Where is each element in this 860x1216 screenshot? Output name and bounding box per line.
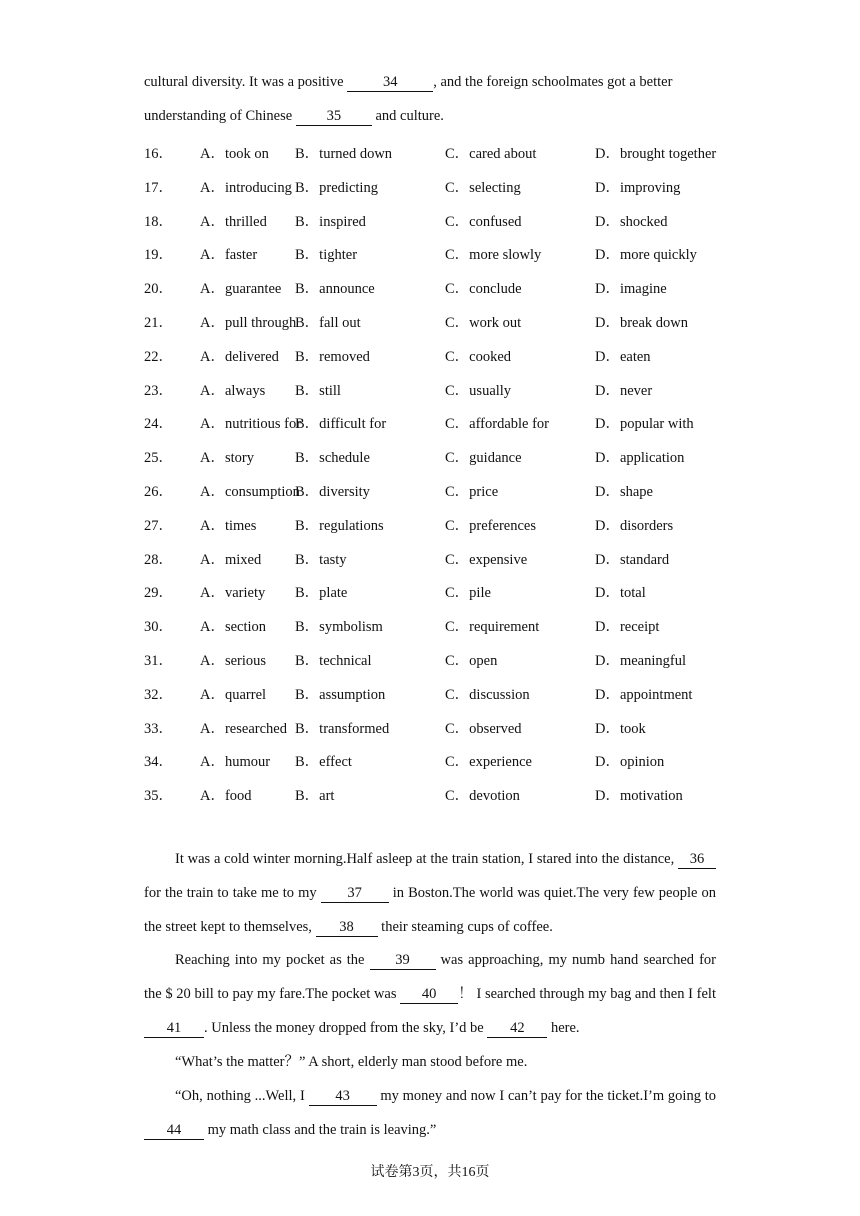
option-d: D．imagine <box>595 281 667 298</box>
passage-text: in Boston.The world was quiet.The very few people on the street kept to themselves, <box>144 884 716 935</box>
option-c: C．confused <box>445 213 522 230</box>
option-a: A．took on <box>200 146 269 162</box>
question-row <box>144 379 724 399</box>
option-d: D．standard <box>595 551 670 568</box>
blank-37: 37 <box>321 885 389 903</box>
question-number: 23． <box>144 382 173 399</box>
blank-44: 44 <box>144 1122 204 1140</box>
passage-2-paragraph-3 <box>144 1046 716 1080</box>
question-row <box>144 311 724 331</box>
passage-2-paragraph-1 <box>144 843 716 944</box>
option-a: A．introducing <box>200 179 292 196</box>
passage-text: . Unless the money dropped from the sky, I’d be <box>204 1019 488 1036</box>
question-number: 28． <box>144 551 173 568</box>
passage-text: “Oh, nothing ...Well, I <box>175 1088 309 1104</box>
option-d: D．took <box>595 720 646 737</box>
option-b: B．transformed <box>295 720 390 737</box>
question-number: 35． <box>144 788 173 805</box>
option-c: C．more slowly <box>445 247 542 264</box>
option-c: C．price <box>445 484 499 500</box>
option-b: B．turned down <box>295 146 393 162</box>
question-row <box>144 514 724 534</box>
option-d: D．appointment <box>595 686 693 703</box>
passage-text: cultural diversity. It was a positive <box>144 74 348 90</box>
option-d: D．disorders <box>595 517 674 534</box>
option-b: B．tasty <box>295 551 347 568</box>
passage-1-ending <box>144 66 716 134</box>
question-row <box>144 176 724 196</box>
passage-text: for the train to take me to my <box>144 884 321 901</box>
option-b: B．technical <box>295 653 372 669</box>
option-b: B．art <box>295 788 335 805</box>
option-b: B．plate <box>295 585 348 602</box>
option-b: B．predicting <box>295 179 378 196</box>
question-row <box>144 210 724 230</box>
question-number: 19． <box>144 247 173 264</box>
question-row <box>144 581 724 601</box>
option-c: C．expensive <box>445 551 528 568</box>
option-c: C．discussion <box>445 686 530 703</box>
option-a: A．thrilled <box>200 213 267 230</box>
blank-40: 40 <box>400 986 458 1004</box>
option-b: B．removed <box>295 348 370 365</box>
option-d: D．meaningful <box>595 653 687 669</box>
option-c: C．guidance <box>445 450 522 467</box>
option-d: D．brought together <box>595 146 717 162</box>
option-b: B．difficult for <box>295 416 387 433</box>
option-a: A．delivered <box>200 348 279 365</box>
option-c: C．conclude <box>445 281 522 298</box>
option-d: D．shocked <box>595 213 668 230</box>
option-a: A．section <box>200 619 267 636</box>
question-row <box>144 345 724 365</box>
option-c: C．devotion <box>445 788 520 805</box>
option-c: C．usually <box>445 382 512 399</box>
question-row <box>144 784 724 804</box>
option-c: C．cooked <box>445 348 512 365</box>
question-number: 22． <box>144 348 173 365</box>
option-a: A．nutritious for <box>200 416 302 433</box>
passage-text: their steaming cups of coffee. <box>377 918 553 935</box>
passage-2-paragraph-2 <box>144 944 716 1045</box>
option-a: A．always <box>200 382 266 399</box>
option-b: B．inspired <box>295 213 366 230</box>
option-b: B．tighter <box>295 247 358 264</box>
option-c: C．open <box>445 653 498 669</box>
option-b: B．regulations <box>295 517 384 534</box>
blank-38: 38 <box>316 919 378 937</box>
option-a: A．story <box>200 450 254 467</box>
option-d: D．motivation <box>595 788 683 805</box>
question-number: 34． <box>144 754 173 771</box>
blank-34: 34 <box>347 74 433 92</box>
question-row <box>144 243 724 263</box>
option-d: D．shape <box>595 484 653 500</box>
question-number: 32． <box>144 686 173 703</box>
passage-text: “What’s the matter？” A short, elderly man stood before me. <box>175 1054 528 1070</box>
question-row <box>144 615 724 635</box>
blank-42: 42 <box>487 1020 547 1038</box>
passage-text: was approaching, my numb hand searched for the $ 20 bill to pay my fare.The pocket was <box>144 952 716 1002</box>
option-a: A．humour <box>200 754 271 771</box>
question-number: 26． <box>144 484 173 500</box>
question-number: 25． <box>144 450 173 467</box>
question-row <box>144 142 724 162</box>
question-number: 24． <box>144 416 173 433</box>
passage-text: It was a cold winter morning.Half asleep at the train station, I stared into the distance, <box>175 851 678 867</box>
passage-text: ！ I searched through my bag and then I felt <box>458 985 716 1002</box>
option-a: A．guarantee <box>200 281 282 298</box>
option-d: D．never <box>595 382 653 399</box>
question-number: 17． <box>144 179 173 196</box>
option-a: A．variety <box>200 585 266 602</box>
blank-36: 36 <box>678 851 716 869</box>
question-row <box>144 649 724 669</box>
passage-text: Reaching into my pocket as the <box>175 952 370 968</box>
option-b: B．symbolism <box>295 619 383 636</box>
question-number: 16． <box>144 146 173 162</box>
option-a: A．quarrel <box>200 686 267 703</box>
question-number: 33． <box>144 720 173 737</box>
passage-text: here. <box>547 1019 580 1036</box>
question-number: 18． <box>144 213 173 230</box>
option-d: D．receipt <box>595 619 660 636</box>
question-number: 29． <box>144 585 173 602</box>
option-d: D．more quickly <box>595 247 697 264</box>
question-row <box>144 277 724 297</box>
option-c: C．affordable for <box>445 416 550 433</box>
question-row <box>144 446 724 466</box>
option-d: D．application <box>595 450 685 467</box>
passage-text: my money and now I can’t pay for the ticket.I’m going to <box>376 1088 717 1104</box>
question-number: 30． <box>144 619 173 636</box>
option-d: D．improving <box>595 179 681 196</box>
option-a: A．consumption <box>200 484 300 500</box>
option-b: B．diversity <box>295 484 370 500</box>
question-number: 27． <box>144 517 173 534</box>
question-number: 31． <box>144 653 173 669</box>
option-d: D．popular with <box>595 416 694 433</box>
option-c: C．preferences <box>445 517 536 534</box>
passage-2-paragraph-4 <box>144 1080 716 1148</box>
option-c: C．selecting <box>445 179 521 196</box>
blank-39: 39 <box>370 952 436 970</box>
option-d: D．break down <box>595 315 689 331</box>
option-b: B．fall out <box>295 315 361 331</box>
option-d: D．eaten <box>595 348 651 365</box>
question-row <box>144 750 724 770</box>
option-a: A．mixed <box>200 551 262 568</box>
option-a: A．pull through <box>200 315 297 331</box>
option-d: D．total <box>595 585 646 602</box>
option-c: C．experience <box>445 754 532 771</box>
option-c: C．requirement <box>445 619 540 636</box>
option-a: A．serious <box>200 653 267 669</box>
passage-text: and culture. <box>371 107 444 124</box>
passage-text: understanding of Chinese <box>144 107 296 124</box>
option-b: B．assumption <box>295 686 386 703</box>
page-footer: 试卷第3页，共16页 <box>370 1165 490 1180</box>
option-c: C．work out <box>445 315 522 331</box>
question-row <box>144 480 724 500</box>
question-number: 21． <box>144 315 173 331</box>
option-b: B．still <box>295 382 341 399</box>
question-number: 20． <box>144 281 173 298</box>
option-a: A．food <box>200 788 252 805</box>
option-b: B．effect <box>295 754 352 771</box>
option-b: B．schedule <box>295 450 370 467</box>
option-c: C．cared about <box>445 146 537 162</box>
option-a: A．faster <box>200 247 258 264</box>
passage-text: , and the foreign schoolmates got a better <box>433 74 673 90</box>
question-row <box>144 717 724 737</box>
blank-43: 43 <box>309 1088 377 1106</box>
option-a: A．times <box>200 517 257 534</box>
passage-text: my math class and the train is leaving.” <box>204 1121 437 1138</box>
question-row <box>144 412 724 432</box>
option-c: C．observed <box>445 720 522 737</box>
blank-35: 35 <box>296 108 372 126</box>
option-b: B．announce <box>295 281 375 298</box>
question-row <box>144 683 724 703</box>
option-d: D．opinion <box>595 754 665 771</box>
option-c: C．pile <box>445 585 491 602</box>
question-row <box>144 548 724 568</box>
blank-41: 41 <box>144 1020 204 1038</box>
option-a: A．researched <box>200 720 287 737</box>
